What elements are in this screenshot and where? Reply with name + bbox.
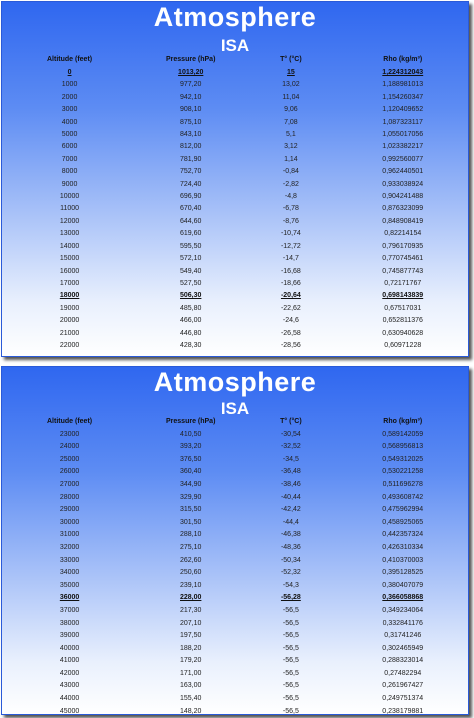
density-cell: 1,188981013: [382, 81, 424, 89]
isa-table: [2, 54, 468, 352]
temperature-cell: -12,72: [280, 242, 301, 250]
pressure-cell: 619,60: [180, 230, 202, 238]
density-cell: 0,962440501: [382, 168, 424, 176]
pressure-cell: 428,30: [180, 341, 202, 349]
density-cell: 0,530221258: [382, 468, 424, 476]
altitude-cell: 38000: [59, 619, 80, 627]
pressure-cell: 781,90: [180, 155, 202, 163]
table-row: [2, 203, 468, 215]
table-body: [2, 67, 468, 352]
table-row: [2, 529, 468, 542]
altitude-cell: 0: [67, 69, 72, 76]
pressure-cell: 466,00: [180, 317, 202, 325]
altitude-cell: 32000: [59, 543, 80, 551]
density-cell: 0,745877743: [382, 267, 424, 275]
table-row: [2, 542, 468, 555]
temperature-cell: -4,8: [284, 193, 297, 201]
table-row: [2, 630, 468, 643]
temperature-cell: -56,5: [282, 644, 299, 652]
density-cell: 1,224312043: [382, 69, 424, 76]
pressure-cell: 155,40: [180, 695, 202, 703]
altitude-cell: 24000: [59, 443, 80, 451]
temperature-cell: 9,06: [284, 106, 298, 114]
temperature-cell: -6,78: [282, 205, 299, 213]
density-cell: 0,72171767: [384, 279, 422, 287]
pressure-cell: 228,00: [180, 594, 202, 602]
temperature-cell: -30,54: [280, 430, 301, 438]
temperature-cell: 13,02: [282, 81, 300, 89]
temperature-cell: -20,64: [280, 292, 301, 300]
pressure-cell: 644,60: [180, 217, 202, 225]
density-cell: 1,023382217: [382, 143, 424, 151]
temperature-cell: -14,7: [282, 255, 299, 263]
temperature-cell: -0,84: [282, 168, 299, 176]
table-row: [2, 92, 468, 104]
pressure-cell: 148,20: [180, 707, 202, 715]
altitude-header: Altitude (feet): [47, 418, 93, 425]
altitude-cell: 43000: [59, 682, 80, 690]
density-cell: 0,332841176: [382, 619, 423, 627]
table-row: [2, 492, 468, 505]
altitude-cell: 22000: [59, 341, 80, 349]
temperature-cell: -56,5: [282, 606, 299, 614]
table-row: [2, 154, 468, 166]
pressure-cell: 301,50: [180, 518, 202, 526]
density-cell: 0,992560077: [382, 155, 424, 163]
table-row: [2, 643, 468, 656]
pressure-cell: 908,10: [180, 106, 202, 114]
altitude-cell: 35000: [59, 581, 80, 589]
density-header: Rho (kg/m³): [383, 418, 423, 425]
temperature-cell: -42,42: [280, 506, 301, 514]
pressure-cell: 942,10: [180, 93, 202, 101]
density-header: Rho (kg/m³): [383, 56, 423, 64]
density-cell: 0,652811376: [382, 317, 423, 325]
table-row: [2, 315, 468, 327]
density-cell: 0,410370003: [382, 556, 424, 564]
pressure-header: Pressure (hPa): [166, 418, 216, 425]
pressure-cell: 197,50: [180, 632, 202, 640]
altitude-cell: 29000: [59, 506, 80, 514]
table-row: [2, 340, 468, 352]
table-row: [2, 228, 468, 240]
altitude-cell: 21000: [59, 329, 80, 337]
altitude-cell: 31000: [59, 531, 80, 539]
altitude-cell: 2000: [61, 93, 78, 101]
temperature-cell: 3,12: [284, 143, 298, 151]
density-cell: 0,458925065: [382, 518, 424, 526]
altitude-cell: 34000: [59, 569, 80, 577]
density-cell: 0,698143839: [382, 292, 424, 300]
temperature-cell: -56,5: [282, 695, 299, 703]
altitude-cell: 37000: [59, 606, 80, 614]
table-row: [2, 693, 468, 706]
table-row: [2, 79, 468, 91]
temperature-cell: -28,56: [280, 341, 301, 349]
table-row: [2, 504, 468, 517]
altitude-cell: 18000: [59, 292, 80, 300]
density-cell: 0,82214154: [384, 230, 422, 238]
temperature-cell: -8,76: [282, 217, 299, 225]
temperature-cell: -2,82: [282, 180, 299, 188]
altitude-cell: 20000: [59, 317, 80, 325]
temperature-cell: 7,08: [284, 118, 298, 126]
density-cell: 0,238179881: [382, 707, 424, 715]
density-cell: 1,055017056: [382, 131, 424, 139]
density-cell: 0,349234064: [382, 606, 424, 614]
pressure-cell: 1013,20: [178, 69, 204, 76]
altitude-cell: 40000: [59, 644, 80, 652]
altitude-cell: 4000: [61, 118, 78, 126]
density-cell: 0,27482294: [384, 669, 422, 677]
temperature-cell: -16,68: [280, 267, 301, 275]
pressure-cell: 875,10: [180, 118, 202, 126]
table-row: [2, 216, 468, 228]
temperature-header: T° (°C): [280, 56, 302, 64]
table-row: [2, 253, 468, 265]
table-row: [2, 706, 468, 718]
table-row: [2, 479, 468, 492]
table-row: [2, 680, 468, 693]
temperature-cell: -56,28: [280, 594, 301, 602]
pressure-cell: 315,50: [180, 506, 202, 514]
temperature-cell: -52,32: [280, 569, 301, 577]
density-cell: 0,568956813: [382, 443, 424, 451]
temperature-cell: -56,5: [282, 619, 299, 627]
panel-title: Atmosphere: [153, 2, 317, 32]
temperature-cell: -56,5: [282, 669, 299, 677]
table-row: [2, 454, 468, 467]
altitude-cell: 26000: [59, 468, 80, 476]
altitude-cell: 14000: [59, 242, 80, 250]
altitude-cell: 30000: [59, 518, 80, 526]
temperature-cell: -10,74: [280, 230, 301, 238]
table-row: [2, 241, 468, 253]
density-cell: 0,475962994: [382, 506, 424, 514]
pressure-cell: 506,30: [180, 292, 202, 300]
altitude-cell: 10000: [59, 193, 80, 201]
pressure-cell: 329,90: [180, 493, 202, 501]
temperature-cell: -44,4: [282, 518, 299, 526]
altitude-cell: 45000: [59, 707, 80, 715]
table-row: [2, 618, 468, 631]
pressure-cell: 977,20: [180, 81, 202, 89]
pressure-cell: 179,20: [180, 657, 202, 665]
table-row: [2, 141, 468, 153]
pressure-cell: 250,60: [180, 569, 202, 577]
pressure-cell: 724,40: [180, 180, 202, 188]
table-row: [2, 605, 468, 618]
table-row: [2, 555, 468, 568]
table-row: [2, 441, 468, 454]
table-row: [2, 179, 468, 191]
density-cell: 0,933038924: [382, 180, 424, 188]
pressure-header: Pressure (hPa): [166, 56, 216, 64]
density-cell: 0,288323014: [382, 657, 424, 665]
density-cell: 0,848908419: [382, 217, 424, 225]
altitude-cell: 44000: [59, 695, 80, 703]
pressure-cell: 410,50: [180, 430, 202, 438]
altitude-cell: 1000: [61, 81, 78, 89]
temperature-cell: 11,04: [282, 93, 300, 101]
pressure-cell: 446,80: [180, 329, 202, 337]
pressure-cell: 275,10: [180, 543, 202, 551]
atmosphere-panel-1: [1, 1, 469, 357]
density-cell: 0,630940628: [382, 329, 424, 337]
density-cell: 0,380407079: [382, 581, 424, 589]
pressure-cell: 171,00: [180, 669, 202, 677]
pressure-cell: 527,50: [180, 279, 202, 287]
density-cell: 0,261967427: [382, 682, 424, 690]
temperature-cell: 5,1: [286, 131, 296, 139]
altitude-cell: 36000: [59, 594, 80, 602]
density-cell: 1,120409652: [382, 106, 424, 114]
altitude-cell: 3000: [61, 106, 78, 114]
temperature-cell: -26,58: [280, 329, 301, 337]
pressure-cell: 288,10: [180, 531, 202, 539]
density-cell: 0,249751374: [382, 695, 424, 703]
temperature-cell: -36,48: [280, 468, 301, 476]
temperature-cell: 1,14: [284, 155, 298, 163]
density-cell: 1,087323117: [382, 118, 423, 126]
altitude-cell: 33000: [59, 556, 80, 564]
altitude-cell: 23000: [59, 430, 80, 438]
pressure-cell: 188,20: [180, 644, 202, 652]
altitude-cell: 15000: [59, 255, 80, 263]
density-cell: 0,796170935: [382, 242, 424, 250]
table-row: [2, 104, 468, 116]
altitude-cell: 11000: [60, 205, 80, 213]
temperature-cell: -38,46: [280, 480, 301, 488]
table-body: [2, 429, 468, 718]
pressure-cell: 360,40: [180, 468, 202, 476]
table-row: [2, 668, 468, 681]
density-cell: 0,511696278: [382, 480, 423, 488]
temperature-cell: -46,38: [280, 531, 301, 539]
temperature-cell: 15: [286, 69, 295, 76]
altitude-cell: 5000: [61, 131, 78, 139]
table-header-row: [2, 54, 468, 67]
pressure-cell: 485,80: [180, 304, 202, 312]
altitude-cell: 27000: [59, 480, 80, 488]
panel-subtitle: ISA: [220, 36, 250, 55]
table-row: [2, 166, 468, 178]
altitude-cell: 12000: [59, 217, 80, 225]
table-row: [2, 117, 468, 129]
altitude-cell: 8000: [61, 168, 78, 176]
table-row: [2, 429, 468, 442]
density-cell: 0,549312025: [382, 455, 424, 463]
altitude-cell: 42000: [59, 669, 80, 677]
density-cell: 1,154260347: [382, 93, 424, 101]
density-cell: 0,904241488: [382, 193, 424, 201]
altitude-cell: 6000: [61, 143, 78, 151]
pressure-cell: 843,10: [180, 131, 202, 139]
table-row: [2, 517, 468, 530]
pressure-cell: 163,00: [180, 682, 202, 690]
table-row: [2, 67, 468, 79]
density-cell: 0,493608742: [382, 493, 424, 501]
pressure-cell: 217,30: [180, 606, 202, 614]
altitude-cell: 16000: [59, 267, 80, 275]
pressure-cell: 376,50: [180, 455, 202, 463]
altitude-cell: 19000: [59, 304, 80, 312]
density-cell: 0,442357324: [382, 531, 424, 539]
panel-title: Atmosphere: [153, 367, 317, 397]
table-row: [2, 191, 468, 203]
pressure-cell: 207,10: [180, 619, 202, 627]
pressure-cell: 344,90: [180, 480, 202, 488]
temperature-cell: -32,52: [280, 443, 301, 451]
temperature-cell: -56,5: [282, 632, 299, 640]
density-cell: 0,395128525: [382, 569, 424, 577]
pressure-cell: 262,60: [180, 556, 202, 564]
pressure-cell: 670,40: [180, 205, 202, 213]
altitude-cell: 28000: [59, 493, 80, 501]
pressure-cell: 239,10: [180, 581, 202, 589]
temperature-cell: -48,36: [280, 543, 301, 551]
table-row: [2, 328, 468, 340]
altitude-cell: 25000: [59, 455, 80, 463]
altitude-cell: 9000: [61, 180, 78, 188]
altitude-cell: 7000: [61, 155, 78, 163]
table-row: [2, 592, 468, 605]
table-row: [2, 278, 468, 290]
temperature-header: T° (°C): [280, 418, 302, 425]
density-cell: 0,426310334: [382, 543, 424, 551]
temperature-cell: -40,44: [280, 493, 301, 501]
table-row: [2, 129, 468, 141]
density-cell: 0,67517031: [384, 304, 422, 312]
density-cell: 0,31741246: [384, 632, 422, 640]
temperature-cell: -24,6: [282, 317, 299, 325]
table-row: [2, 266, 468, 278]
temperature-cell: -56,5: [282, 657, 299, 665]
table-header-row: [2, 416, 468, 429]
table-row: [2, 655, 468, 668]
altitude-cell: 13000: [59, 230, 80, 238]
table-row: [2, 466, 468, 479]
density-cell: 0,770745461: [382, 255, 424, 263]
pressure-cell: 812,00: [180, 143, 202, 151]
altitude-cell: 17000: [59, 279, 80, 287]
density-cell: 0,589142059: [382, 430, 424, 438]
pressure-cell: 393,20: [180, 443, 202, 451]
pressure-cell: 595,50: [180, 242, 202, 250]
table-row: [2, 580, 468, 593]
temperature-cell: -56,5: [282, 682, 299, 690]
pressure-cell: 572,10: [180, 255, 202, 263]
density-cell: 0,302465949: [382, 644, 424, 652]
density-cell: 0,60971228: [384, 341, 422, 349]
temperature-cell: -54,3: [282, 581, 299, 589]
temperature-cell: -50,34: [280, 556, 301, 564]
altitude-header: Altitude (feet): [47, 56, 93, 64]
table-row: [2, 303, 468, 315]
table-row: [2, 290, 468, 302]
isa-table: [2, 416, 468, 718]
atmosphere-panel-2: [1, 366, 469, 715]
temperature-cell: -18,66: [280, 279, 301, 287]
pressure-cell: 549,40: [180, 267, 202, 275]
density-cell: 0,876323099: [382, 205, 424, 213]
density-cell: 0,366058868: [382, 594, 424, 602]
table-row: [2, 567, 468, 580]
temperature-cell: -56,5: [282, 707, 299, 715]
pressure-cell: 696,90: [180, 193, 202, 201]
pressure-cell: 752,70: [180, 168, 202, 176]
panel-subtitle: ISA: [220, 399, 250, 418]
temperature-cell: -22,62: [280, 304, 301, 312]
temperature-cell: -34,5: [282, 455, 299, 463]
altitude-cell: 41000: [59, 657, 80, 665]
altitude-cell: 39000: [59, 632, 80, 640]
